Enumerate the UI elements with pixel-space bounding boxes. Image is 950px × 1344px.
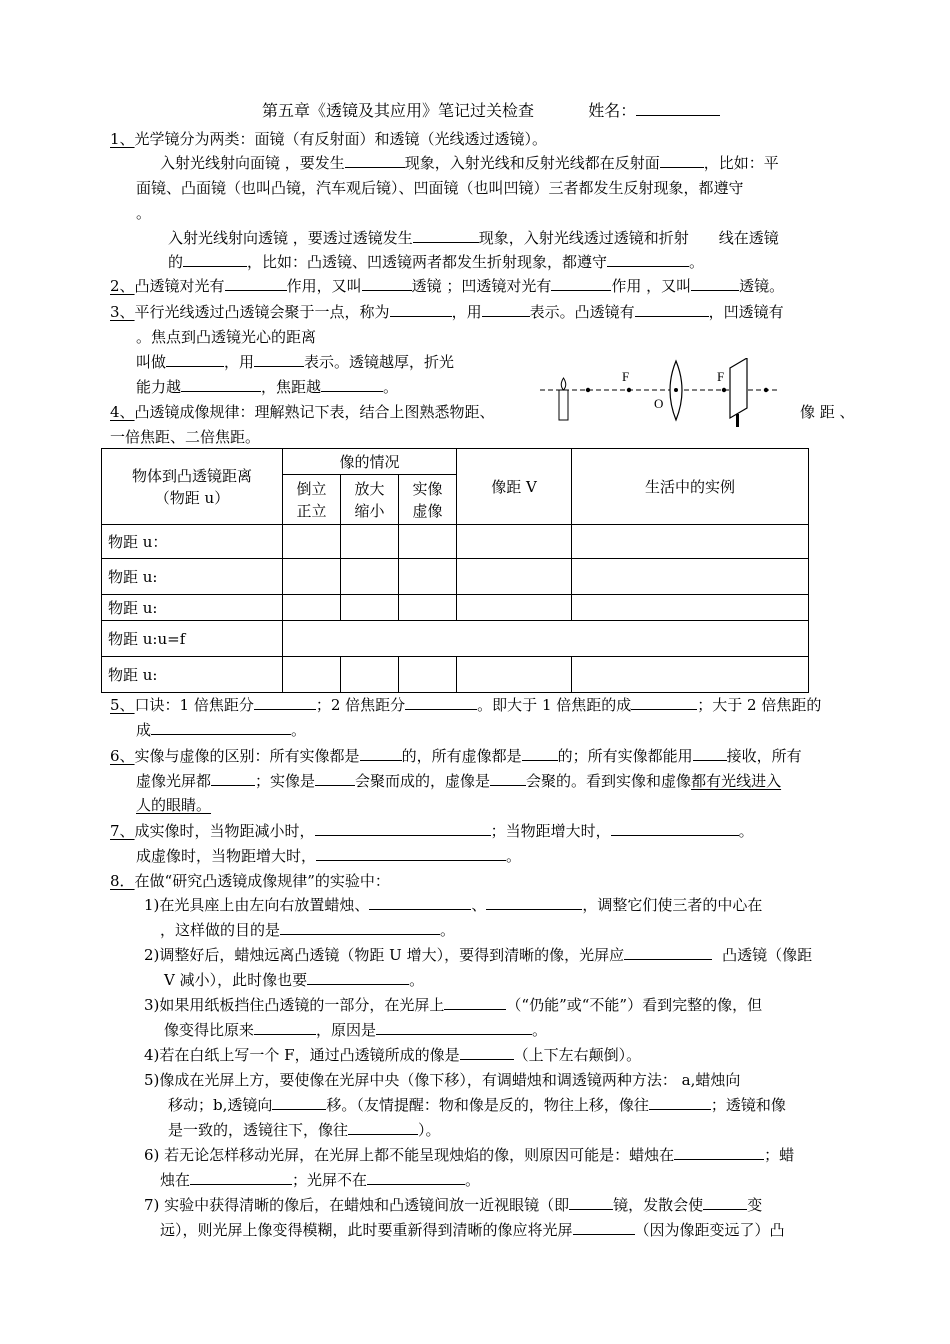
table-cell[interactable] xyxy=(341,595,399,621)
header-real-virtual: 实像 虚像 xyxy=(399,475,457,525)
section-1-line-1: 1、光学镜分为两类：面镜（有反射面）和透镜（光线透过透镜）。 xyxy=(110,130,548,148)
question-2-line-1: 2)调整好后，蜡烛远离凸透镜（物距 U 增大），要得到清晰的像，光屏应 凸透镜（像距 xyxy=(144,946,813,964)
focal-label-left: F xyxy=(622,369,630,384)
question-1-line-2: ，这样做的目的是 。 xyxy=(160,921,456,939)
axis-point xyxy=(586,388,590,392)
header-inverted-upright: 倒立 正立 xyxy=(283,475,341,525)
section-8-title: 8．在做“研究凸透镜成像规律”的实验中： xyxy=(110,872,390,890)
imaging-rule-table xyxy=(101,448,809,693)
table-cell[interactable] xyxy=(572,525,809,559)
row-label: 物距 u: xyxy=(102,657,283,693)
answer-blank[interactable] xyxy=(272,1095,326,1110)
answer-blank[interactable] xyxy=(254,352,304,367)
header-object-distance: 物体到凸透镜距离 （物距 u） xyxy=(102,449,283,525)
table-cell[interactable] xyxy=(283,559,341,595)
section-3-line-3: 叫做 ，用 表示。透镜越厚，折光 xyxy=(136,353,455,371)
header-image-distance: 像距 V xyxy=(457,449,572,525)
section-1-line-3: 面镜、凸面镜（也叫凸镜，汽车观后镜）、凹面镜（也叫凹镜）三者都发生反射现象，都遵守 xyxy=(136,179,744,197)
answer-blank[interactable] xyxy=(611,821,739,836)
section-4-line-1: 4、凸透镜成像规律：理解熟记下表，结合上图熟悉物距、 xyxy=(110,403,495,421)
answer-blank[interactable] xyxy=(405,695,477,710)
answer-blank[interactable] xyxy=(482,302,530,317)
answer-blank[interactable] xyxy=(486,895,582,910)
answer-blank[interactable] xyxy=(649,1095,711,1110)
table-cell[interactable] xyxy=(572,559,809,595)
answer-blank[interactable] xyxy=(490,771,526,786)
table-cell[interactable] xyxy=(572,657,809,693)
answer-blank[interactable] xyxy=(315,821,491,836)
answer-blank[interactable] xyxy=(225,276,287,291)
table-cell[interactable] xyxy=(399,525,457,559)
table-cell[interactable] xyxy=(341,559,399,595)
focal-label-right: F xyxy=(717,369,725,384)
optical-center-label: O xyxy=(654,396,664,411)
answer-blank[interactable] xyxy=(151,720,291,735)
answer-blank[interactable] xyxy=(573,1220,635,1235)
answer-blank[interactable] xyxy=(369,895,471,910)
table-cell[interactable] xyxy=(283,525,341,559)
focal-point-left xyxy=(627,388,631,392)
answer-blank[interactable] xyxy=(321,377,383,392)
table-cell[interactable] xyxy=(399,657,457,693)
header-magnified-reduced: 放大 缩小 xyxy=(341,475,399,525)
table-cell[interactable] xyxy=(283,657,341,693)
answer-blank[interactable] xyxy=(316,846,506,861)
optical-center xyxy=(674,388,678,392)
question-6-line-1: 6) 若无论怎样移动光屏，在光屏上都不能呈现烛焰的像，则原因可能是：蜡烛在 ；蜡 xyxy=(144,1146,795,1164)
section-2: 2、凸透镜对光有 作用，又叫 透镜 ；凹透镜对光有 作用 ，又叫 透镜。 xyxy=(110,277,785,295)
answer-blank[interactable] xyxy=(362,276,412,291)
focal-point-right xyxy=(722,388,726,392)
table-cell[interactable] xyxy=(399,559,457,595)
answer-blank[interactable] xyxy=(551,276,611,291)
answer-blank[interactable] xyxy=(183,252,247,267)
axis-point xyxy=(764,388,768,392)
section-4-line-2: 一倍焦距、二倍焦距。 xyxy=(110,428,261,446)
answer-blank[interactable] xyxy=(254,1020,316,1035)
answer-blank[interactable] xyxy=(348,1120,418,1135)
table-cell[interactable] xyxy=(283,595,341,621)
section-5-line-2: 成 。 xyxy=(136,721,307,739)
answer-blank[interactable] xyxy=(693,746,727,761)
section-7-line-2: 成虚像时，当物距增大时， 。 xyxy=(136,847,522,865)
table-cell[interactable] xyxy=(457,657,572,693)
header-examples: 生活中的实例 xyxy=(572,449,809,525)
question-5-line-1: 5)像成在光屏上方，要使像在光屏中央（像下移），有调蜡烛和调透镜两种方法： a,蜡烛向 xyxy=(144,1071,741,1089)
answer-blank[interactable] xyxy=(674,1145,764,1160)
question-2-line-2: V 减小），此时像也要 。 xyxy=(164,971,425,989)
answer-blank[interactable] xyxy=(624,945,712,960)
table-cell[interactable] xyxy=(341,525,399,559)
answer-blank[interactable] xyxy=(569,1195,613,1210)
section-1-line-2: 入射光线射向面镜 ，要发生 现象，入射光线和反射光线都在反射面 ，比如：平 xyxy=(160,154,779,172)
answer-blank[interactable] xyxy=(211,771,255,786)
question-5-line-3: 是一致的，透镜往下，像往 ）。 xyxy=(168,1121,441,1139)
table-cell-merged[interactable] xyxy=(283,621,809,657)
table-row xyxy=(102,621,809,657)
section-3-line-2: 。焦点到凸透镜光心的距离 xyxy=(136,328,317,346)
section-1-line-6: 的 ，比如：凸透镜、凹透镜两者都发生折射现象，都遵守 。 xyxy=(168,253,705,271)
table-cell[interactable] xyxy=(457,595,572,621)
answer-blank[interactable] xyxy=(315,771,355,786)
answer-blank[interactable] xyxy=(280,920,440,935)
question-7-line-2: 远），则光屏上像变得模糊，此时要重新得到清晰的像应将光屏 （因为像距变远了）凸 xyxy=(160,1221,785,1239)
answer-blank[interactable] xyxy=(460,1045,514,1060)
answer-blank[interactable] xyxy=(166,352,224,367)
table-row xyxy=(102,525,809,559)
section-3-line-4: 能力越 ，焦距越 。 xyxy=(136,378,399,396)
answer-blank[interactable] xyxy=(367,1170,465,1185)
candle-icon xyxy=(559,378,568,420)
answer-blank[interactable] xyxy=(376,1020,532,1035)
table-cell[interactable] xyxy=(399,595,457,621)
table-cell[interactable] xyxy=(341,657,399,693)
section-4-line-1-end: 像 距 、 xyxy=(800,403,855,421)
answer-blank[interactable] xyxy=(307,970,409,985)
answer-blank[interactable] xyxy=(181,377,261,392)
section-6-line-3: 人的眼睛。 xyxy=(136,796,212,814)
question-3-line-1: 3)如果用纸板挡住凸透镜的一部分，在光屏上 （“仍能”或“不能”）看到完整的像，但 xyxy=(144,996,763,1014)
screen-icon xyxy=(730,358,747,427)
section-3-line-1: 3、平行光线透过凸透镜会聚于一点，称为 ，用 表示。凸透镜有 ，凹透镜有 xyxy=(110,303,784,321)
answer-blank[interactable] xyxy=(635,302,709,317)
section-6-line-2: 虚像光屏都 ；实像是 会聚而成的，虚像是 会聚的。看到实像和虚像都有光线进入 xyxy=(136,772,782,790)
name-label: 姓名： xyxy=(588,101,637,120)
question-5-line-2: 移动；b,透镜向 移。（友情提醒：物和像是反的，物往上移，像往 ；透镜和像 xyxy=(168,1096,786,1114)
answer-blank[interactable] xyxy=(254,695,316,710)
answer-blank[interactable] xyxy=(631,695,697,710)
page-title xyxy=(262,101,720,121)
answer-blank[interactable] xyxy=(360,746,402,761)
section-6-line-1: 6、实像与虚像的区别：所有实像都是 的，所有虚像都是 的；所有实像都能用 接收，所有 xyxy=(110,747,802,765)
question-3-line-2: 像变得比原来 ，原因是 。 xyxy=(164,1021,548,1039)
question-4: 4)若在白纸上写一个 F，通过凸透镜所成的像是 （上下左右颠倒）。 xyxy=(144,1046,642,1064)
title-text: 第五章《透镜及其应用》笔记过关检查 xyxy=(262,101,535,120)
section-7-line-1: 7、成实像时，当物距减小时， ；当物距增大时， 。 xyxy=(110,822,754,840)
answer-blank[interactable] xyxy=(444,995,506,1010)
section-number: 1、 xyxy=(110,130,135,148)
row-label: 物距 u: xyxy=(102,595,283,621)
section-1-line-5: 入射光线射向透镜 ，要透过透镜发生 现象，入射光线透过透镜和折射 线在透镜 xyxy=(168,229,779,247)
table-cell[interactable] xyxy=(572,595,809,621)
section-1-line-4: 。 xyxy=(136,204,152,222)
table-cell[interactable] xyxy=(457,559,572,595)
answer-blank[interactable] xyxy=(390,302,452,317)
table-row xyxy=(102,657,809,693)
lens-diagram xyxy=(540,358,780,428)
name-blank[interactable] xyxy=(636,101,720,116)
row-label: 物距 u:u=f xyxy=(102,621,283,657)
answer-blank[interactable] xyxy=(607,252,689,267)
answer-blank[interactable] xyxy=(691,276,739,291)
answer-blank[interactable] xyxy=(703,1195,747,1210)
question-7-line-1: 7) 实验中获得清晰的像后，在蜡烛和凸透镜间放一近视眼镜（即 镜，发散会使 变 xyxy=(144,1196,763,1214)
answer-blank[interactable] xyxy=(660,153,704,168)
table-cell[interactable] xyxy=(457,525,572,559)
table-row xyxy=(102,595,809,621)
question-6-line-2: 烛在 ；光屏不在 。 xyxy=(160,1171,481,1189)
question-1-line-1: 1)在光具座上由左向右放置蜡烛、 、 ，调整它们使三者的中心在 xyxy=(144,896,763,914)
answer-blank[interactable] xyxy=(345,153,405,168)
answer-blank[interactable] xyxy=(522,746,558,761)
section-5-line-1: 5、口诀：1 倍焦距分 ；2 倍焦距分 。即大于 1 倍焦距的成 ；大于 2 倍焦距的 xyxy=(110,696,822,714)
row-label: 物距 u: xyxy=(102,559,283,595)
table-row xyxy=(102,559,809,595)
header-image-situation: 像的情况 xyxy=(283,449,457,475)
row-label: 物距 u： xyxy=(102,525,283,559)
answer-blank[interactable] xyxy=(413,228,479,243)
answer-blank[interactable] xyxy=(190,1170,292,1185)
